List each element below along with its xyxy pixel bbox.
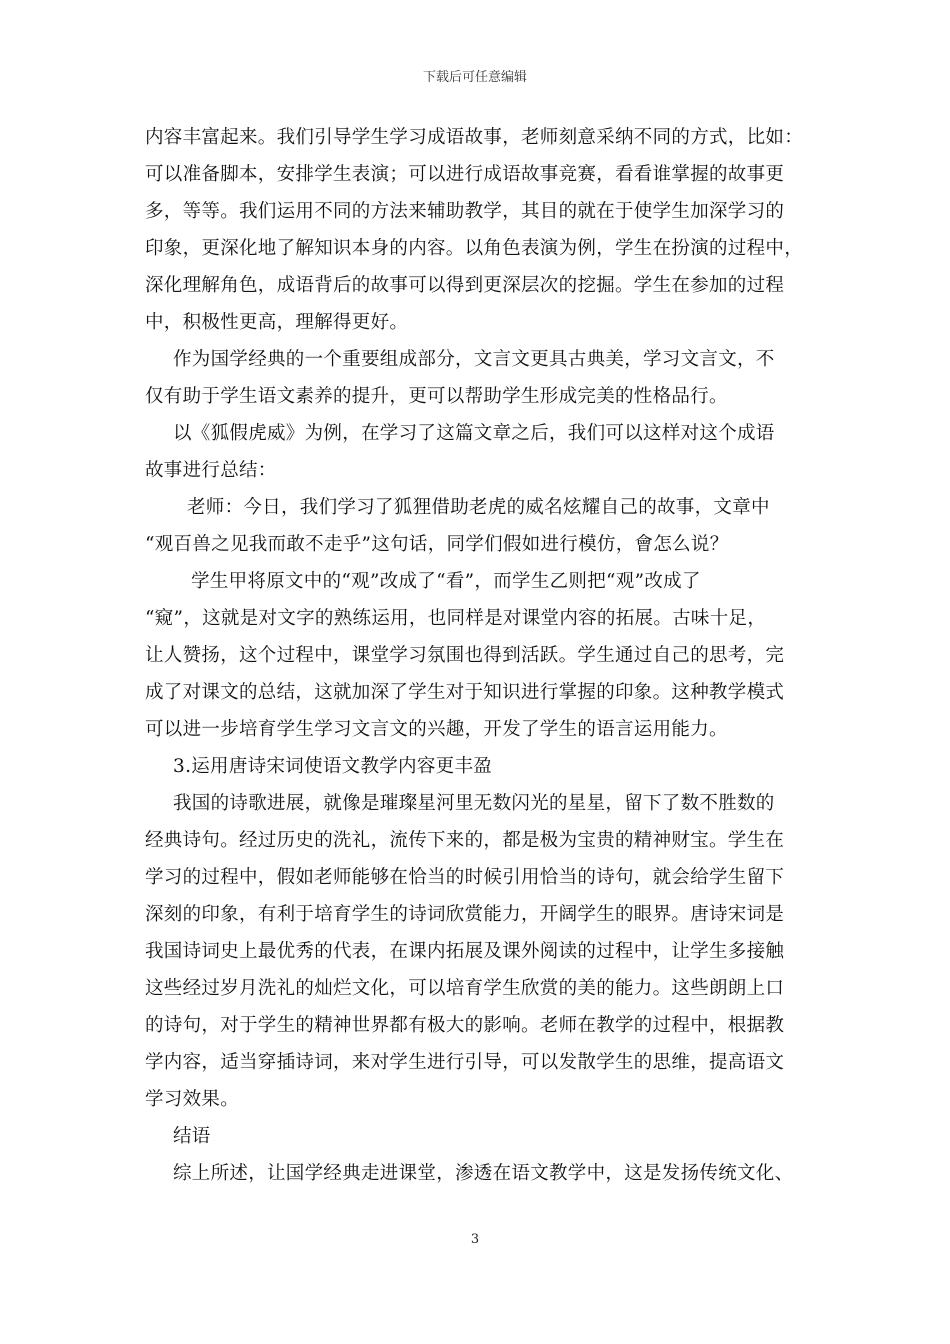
page-header: 下载后可任意编辑: [422, 70, 527, 85]
text-line: 故事进行总结：: [145, 460, 277, 481]
text-line: 老师：今日，我们学习了狐狸借助老虎的威名炫耀自己的故事，文章中: [187, 497, 770, 518]
text-line: 学内容，适当穿插诗词，来对学生进行引导，可以发散学生的思维，提高语文: [145, 1052, 785, 1073]
text-line: 让人赞扬，这个过程中，课堂学习氛围也得到活跃。学生通过自己的思考，完: [145, 645, 785, 666]
text-line: 作为国学经典的一个重要组成部分，文言文更具古典美，学习文言文，不: [173, 349, 775, 370]
text-line: 我国的诗歌进展，就像是璀璨星河里无数闪光的星星，留下了数不胜数的: [173, 793, 775, 814]
text-line: 以《狐假虎威》为例，在学习了这篇文章之后，我们可以这样对这个成语: [173, 423, 775, 444]
text-line: 经典诗句。经过历史的洗礼，流传下来的，都是极为宝贵的精神财宝。学生在: [145, 830, 785, 851]
text-line: 多，等等。我们运用不同的方法来辅助教学，其目的就在于使学生加深学习的: [145, 201, 785, 222]
text-line: 综上所述，让国学经典走进课堂，渗透在语文教学中，这是发扬传统文化、: [173, 1163, 794, 1184]
text-line: 学生甲将原文中的“观”改成了“看”，而学生乙则把“观”改成了: [191, 571, 701, 592]
text-line: “观百兽之见我而敢不走乎”这句话，同学们假如进行模仿，會怎么说？: [145, 534, 729, 555]
text-line: 的诗句，对于学生的精神世界都有极大的影响。老师在教学的过程中，根据教: [145, 1015, 785, 1036]
page-number: 3: [470, 1232, 480, 1247]
text-line: 内容丰富起来。我们引导学生学习成语故事，老师刻意采纳不同的方式，比如：: [145, 127, 804, 148]
text-line: “窥”，这就是对文字的熟练运用，也同样是对课堂内容的拓展。古味十足，: [145, 608, 767, 629]
text-line: 成了对课文的总结，这就加深了学生对于知识进行掌握的印象。这种教学模式: [145, 682, 785, 703]
text-line: 3.运用唐诗宋词使语文教学内容更丰盈: [173, 756, 493, 777]
text-line: 结语: [173, 1126, 211, 1147]
text-line: 这些经过岁月洗礼的灿烂文化，可以培育学生欣赏的美的能力。这些朗朗上口: [145, 978, 785, 999]
text-line: 深刻的印象，有利于培育学生的诗词欣赏能力，开阔学生的眼界。唐诗宋词是: [145, 904, 785, 925]
text-line: 可以准备脚本，安排学生表演；可以进行成语故事竞赛，看看谁掌握的故事更: [145, 164, 785, 185]
document-body: [145, 119, 810, 1192]
text-line: 学习效果。: [145, 1089, 240, 1110]
text-line: 深化理解角色，成语背后的故事可以得到更深层次的挖掘。学生在参加的过程: [145, 275, 785, 296]
text-line: 仅有助于学生语文素养的提升，更可以帮助学生形成完美的性格品行。: [145, 386, 728, 407]
text-line: 印象，更深化地了解知识本身的内容。以角色表演为例，学生在扮演的过程中，: [145, 238, 804, 259]
text-line: 中，积极性更高，理解得更好。: [145, 312, 409, 333]
text-line: 可以进一步培育学生学习文言文的兴趣，开发了学生的语言运用能力。: [145, 719, 728, 740]
text-line: 学习的过程中，假如老师能够在恰当的时候引用恰当的诗句，就会给学生留下: [145, 867, 785, 888]
text-line: 我国诗词史上最优秀的代表，在课内拓展及课外阅读的过程中，让学生多接触: [145, 941, 785, 962]
